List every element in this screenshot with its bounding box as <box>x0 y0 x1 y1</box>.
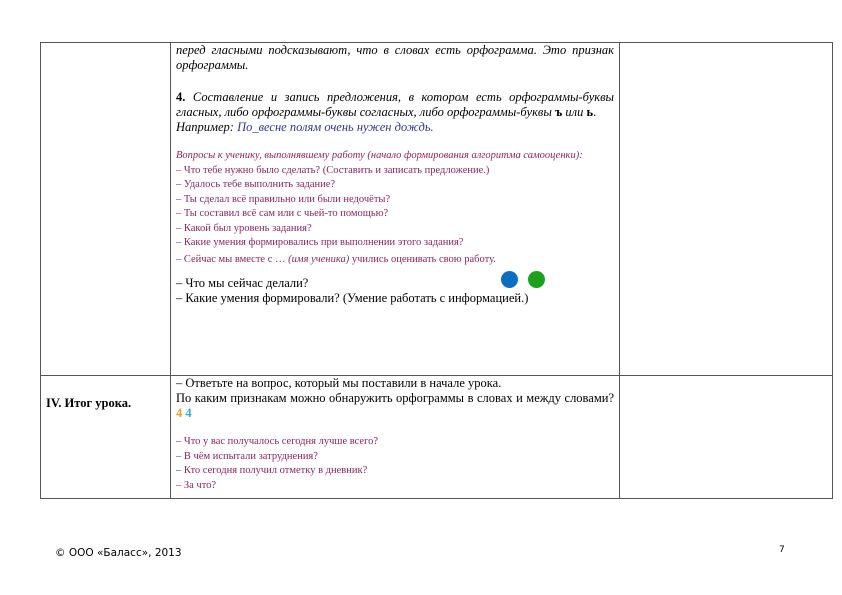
question-part: – Сейчас мы вместе с … <box>176 253 289 265</box>
question-part: учились оценивать свою работу. <box>349 253 496 265</box>
final-questions <box>176 276 614 306</box>
question-item: – Какие умения формировались при выполнении этого задания? <box>176 237 464 248</box>
page-number: 7 <box>779 545 785 555</box>
questions-heading: Вопросы к ученику, выполнявшему работу (начало формирования алгоритма самооценки): <box>176 150 583 161</box>
question-last <box>176 253 614 268</box>
question-item: – Удалось тебе выполнить задание? <box>176 179 336 190</box>
question-item: – Что у вас получалось сегодня лучше всего? <box>176 436 379 447</box>
reflection-questions <box>176 435 614 493</box>
stage-title: IV. Итог урока. <box>41 376 171 499</box>
summary-line: – Ответьте на вопрос, который мы поставили в начале урока. <box>176 376 502 390</box>
task-number: 4. <box>176 90 186 104</box>
question-item: – Какой был уровень задания? <box>176 222 312 234</box>
copyright: © ООО «Баласс», 2013 <box>55 547 182 559</box>
table-row <box>41 43 833 376</box>
stage-cell <box>41 43 171 376</box>
questions-list <box>176 164 614 251</box>
final-question: – Что мы сейчас делали? <box>176 276 309 290</box>
intro-text: перед гласными подсказывают, что в словах есть орфограмма. Это признак орфограммы. <box>176 43 614 72</box>
lesson-table <box>40 42 833 499</box>
final-question: – Какие умения формировали? (Умение работать с информацией.) <box>176 291 529 305</box>
soft-sign: ь <box>586 105 594 119</box>
summary-question <box>176 391 614 421</box>
task-text: 4. Составление и запись предложения, в котором есть орфограммы-буквы гласных, либо орфограммы-буквы согласных, либо орфограммы-буквы ъ или ь. <box>176 90 614 119</box>
summary-question-text: По каким признакам можно обнаружить орфограммы в словах и между словами? <box>176 391 614 405</box>
example-label: Например: <box>176 120 234 134</box>
example <box>176 120 614 135</box>
content-cell <box>171 43 620 376</box>
example-sentence: По_весне полям очень нужен дождь. <box>237 120 434 134</box>
question-item: – Ты сделал всё правильно или были недочёты? <box>176 193 391 205</box>
task-description: Составление и запись предложения, в котором есть орфограммы-буквы гласных, либо орфограммы-буквы согласных, либо орфограммы-буквы <box>176 90 614 119</box>
mark-blue: 4 <box>185 406 192 420</box>
student-name-placeholder: (имя ученика) <box>288 253 350 265</box>
green-circle-icon <box>528 271 545 288</box>
mark-orange: 4 <box>176 406 183 420</box>
hard-sign: ъ <box>554 105 563 119</box>
question-item: – В чём испытали затруднения? <box>176 450 318 462</box>
blue-circle-icon <box>501 271 518 288</box>
or-word: или <box>562 105 587 119</box>
question-item: – За что? <box>176 479 217 491</box>
content-cell <box>171 376 620 499</box>
question-item: – Ты составил всё сам или с чьей-то помощью? <box>176 208 389 219</box>
table-row <box>41 376 833 499</box>
notes-cell <box>620 376 833 499</box>
question-item: – Что тебе нужно было сделать? (Составить и записать предложение.) <box>176 164 490 176</box>
question-item: – Кто сегодня получил отметку в дневник? <box>176 465 368 476</box>
notes-cell <box>620 43 833 376</box>
